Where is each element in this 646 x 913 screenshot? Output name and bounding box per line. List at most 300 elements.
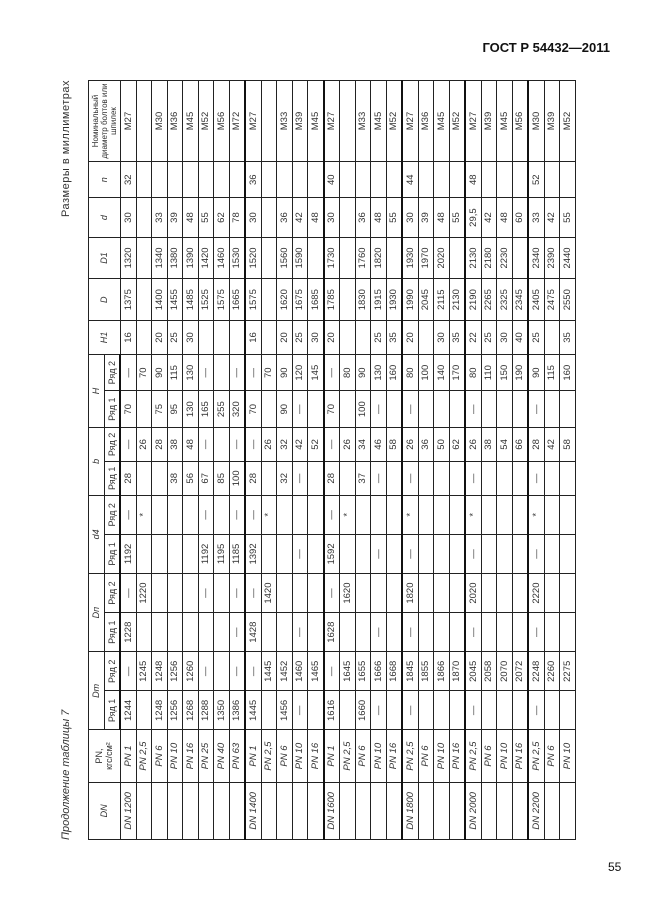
header-row2: Ряд 2 (104, 427, 120, 461)
cell-d41: 1592 (324, 534, 340, 573)
cell-dn: DN 1800 (402, 782, 418, 839)
cell-d: 48 (434, 198, 450, 237)
cell-dp2 (386, 574, 402, 613)
cell-d: 30 (120, 198, 136, 237)
cell-b2 (214, 427, 230, 461)
cell-dp2 (152, 574, 168, 613)
cell-D: 1375 (120, 279, 136, 321)
cell-d41: — (465, 534, 481, 573)
cell-bolt: M72 (229, 81, 245, 162)
cell-dm2: 1668 (386, 652, 402, 691)
cell-n (481, 162, 497, 199)
cell-b2: 38 (167, 427, 183, 461)
document-standard-header: ГОСТ Р 54432—2011 (482, 40, 610, 55)
cell-dm1 (308, 691, 324, 730)
cell-D1: 1820 (371, 237, 387, 279)
cell-D1: 2340 (528, 237, 544, 279)
cell-n (152, 162, 168, 199)
cell-dm1 (560, 691, 576, 730)
cell-b2: 62 (449, 427, 465, 461)
cell-d42: * (528, 495, 544, 534)
cell-dm1 (512, 691, 528, 730)
cell-bolt: M30 (152, 81, 168, 162)
cell-dn (292, 782, 308, 839)
header-pn: PN, кгс/см² (89, 730, 121, 782)
cell-dp1 (183, 613, 199, 652)
cell-d42 (167, 495, 183, 534)
table-row (152, 81, 168, 840)
table-row (528, 81, 544, 840)
cell-dp2: 2020 (465, 574, 481, 613)
cell-b2: 26 (340, 427, 356, 461)
cell-d41 (308, 534, 324, 573)
cell-b2: 50 (434, 427, 450, 461)
table-row (308, 81, 324, 840)
cell-dm1 (434, 691, 450, 730)
cell-pn: PN 16 (183, 730, 199, 782)
cell-D1: 1380 (167, 237, 183, 279)
cell-dp1 (277, 613, 293, 652)
cell-b1: — (292, 461, 308, 495)
cell-pn: PN 2,5 (261, 730, 277, 782)
cell-n (560, 162, 576, 199)
cell-b1 (512, 461, 528, 495)
cell-dm1: — (371, 691, 387, 730)
cell-d42 (308, 495, 324, 534)
table-row (120, 81, 136, 840)
cell-h1: 30 (497, 321, 513, 355)
table-row (465, 81, 481, 840)
cell-d42 (371, 495, 387, 534)
cell-h_1: 90 (277, 391, 293, 428)
cell-dp1 (434, 613, 450, 652)
cell-dp1: — (402, 613, 418, 652)
cell-dm2: 1870 (449, 652, 465, 691)
cell-bolt: M45 (434, 81, 450, 162)
cell-dn (136, 782, 152, 839)
cell-h_2: 90 (528, 354, 544, 391)
cell-h1: 35 (386, 321, 402, 355)
header-h: H (89, 354, 105, 427)
cell-dm1: 1288 (198, 691, 214, 730)
header-bolt: Номинальный диаметр болтов или шпилек (89, 81, 121, 162)
cell-h1: 35 (560, 321, 576, 355)
cell-dm2: 1260 (183, 652, 199, 691)
cell-dm1: 1244 (120, 691, 136, 730)
cell-b2: — (198, 427, 214, 461)
cell-dm2: — (229, 652, 245, 691)
cell-d42: * (261, 495, 277, 534)
cell-pn: PN 10 (434, 730, 450, 782)
cell-h1: 20 (324, 321, 340, 355)
cell-h_2: 70 (136, 354, 152, 391)
cell-bolt: M27 (402, 81, 418, 162)
cell-dm1 (386, 691, 402, 730)
cell-h_1 (481, 391, 497, 428)
cell-D1: 2130 (465, 237, 481, 279)
table-row (136, 81, 152, 840)
cell-h1: 25 (528, 321, 544, 355)
page-number: 55 (608, 860, 622, 874)
cell-D (261, 279, 277, 321)
cell-h_2: 80 (402, 354, 418, 391)
cell-d: 33 (528, 198, 544, 237)
cell-h_2: 150 (497, 354, 513, 391)
cell-dp2: 1820 (402, 574, 418, 613)
cell-dp1 (198, 613, 214, 652)
cell-b2: — (324, 427, 340, 461)
cell-dm2: 1452 (277, 652, 293, 691)
cell-d: 78 (229, 198, 245, 237)
cell-dm1: — (402, 691, 418, 730)
cell-dm2: 1645 (340, 652, 356, 691)
table-row (229, 81, 245, 840)
cell-d: 55 (449, 198, 465, 237)
cell-dp2 (449, 574, 465, 613)
cell-dm2: 1866 (434, 652, 450, 691)
cell-dm2: — (324, 652, 340, 691)
cell-D: 1785 (324, 279, 340, 321)
cell-h_2: 145 (308, 354, 324, 391)
cell-dp2 (371, 574, 387, 613)
cell-b2: 28 (528, 427, 544, 461)
cell-h_2: — (229, 354, 245, 391)
cell-dp1 (340, 613, 356, 652)
cell-h1: 16 (245, 321, 261, 355)
cell-h1 (355, 321, 371, 355)
cell-dm2: 1465 (308, 652, 324, 691)
cell-h_1: 70 (245, 391, 261, 428)
cell-d41 (152, 534, 168, 573)
cell-h_1 (261, 391, 277, 428)
cell-d: 33 (152, 198, 168, 237)
cell-bolt: M33 (355, 81, 371, 162)
cell-n (512, 162, 528, 199)
cell-d: 60 (512, 198, 528, 237)
cell-d: 48 (308, 198, 324, 237)
cell-d41: — (371, 534, 387, 573)
cell-d41 (340, 534, 356, 573)
cell-h1: 25 (371, 321, 387, 355)
cell-b2: 28 (152, 427, 168, 461)
cell-d41 (386, 534, 402, 573)
table-row (386, 81, 402, 840)
cell-D1 (386, 237, 402, 279)
cell-h1: 20 (402, 321, 418, 355)
cell-pn: PN 6 (418, 730, 434, 782)
cell-D1: 1520 (245, 237, 261, 279)
cell-n (497, 162, 513, 199)
cell-h_2: 130 (183, 354, 199, 391)
cell-dp2 (277, 574, 293, 613)
header-D: D (89, 279, 121, 321)
cell-D: 2190 (465, 279, 481, 321)
cell-b2: 32 (277, 427, 293, 461)
cell-d: 30 (324, 198, 340, 237)
cell-D1 (512, 237, 528, 279)
header-row2: Ряд 2 (104, 495, 120, 534)
cell-d41: 1185 (229, 534, 245, 573)
table-row (371, 81, 387, 840)
cell-dm2: 2072 (512, 652, 528, 691)
cell-dp1: — (528, 613, 544, 652)
cell-h_1: 95 (167, 391, 183, 428)
cell-h_2: — (324, 354, 340, 391)
cell-b1: 28 (120, 461, 136, 495)
cell-D: 1930 (386, 279, 402, 321)
cell-d: 55 (560, 198, 576, 237)
rotated-table-wrapper (60, 80, 618, 840)
cell-D1 (136, 237, 152, 279)
cell-d41 (418, 534, 434, 573)
table-row (261, 81, 277, 840)
cell-bolt: M27 (245, 81, 261, 162)
cell-dm2: 1245 (136, 652, 152, 691)
cell-b1 (261, 461, 277, 495)
cell-n (261, 162, 277, 199)
cell-b1: 100 (229, 461, 245, 495)
cell-d42 (386, 495, 402, 534)
cell-bolt: M52 (560, 81, 576, 162)
cell-dp2 (512, 574, 528, 613)
cell-n (434, 162, 450, 199)
cell-bolt: M52 (198, 81, 214, 162)
cell-h_1: — (292, 391, 308, 428)
table-row (183, 81, 199, 840)
cell-d42 (292, 495, 308, 534)
cell-d42 (214, 495, 230, 534)
cell-dn (167, 782, 183, 839)
cell-pn: PN 2,5 (465, 730, 481, 782)
cell-d41: 1392 (245, 534, 261, 573)
cell-h1: 25 (167, 321, 183, 355)
cell-dm1 (418, 691, 434, 730)
header-row1: Ряд 1 (104, 691, 120, 730)
cell-b1 (418, 461, 434, 495)
cell-dn (386, 782, 402, 839)
cell-h1: 40 (512, 321, 528, 355)
cell-pn: PN 2,5 (402, 730, 418, 782)
cell-dn (434, 782, 450, 839)
cell-dm1: 1256 (167, 691, 183, 730)
header-b: b (89, 427, 105, 495)
cell-d41 (544, 534, 560, 573)
cell-dp2: — (198, 574, 214, 613)
cell-dm1 (261, 691, 277, 730)
cell-bolt: M27 (120, 81, 136, 162)
cell-D1: 1320 (120, 237, 136, 279)
cell-n (418, 162, 434, 199)
cell-n (355, 162, 371, 199)
cell-n (449, 162, 465, 199)
cell-pn: PN 25 (198, 730, 214, 782)
cell-bolt: M27 (465, 81, 481, 162)
cell-dn (560, 782, 576, 839)
cell-dp2: — (324, 574, 340, 613)
cell-b2: 52 (308, 427, 324, 461)
cell-d41: — (292, 534, 308, 573)
cell-b1: 37 (355, 461, 371, 495)
cell-D: 1455 (167, 279, 183, 321)
header-row1: Ряд 1 (104, 613, 120, 652)
header-row1: Ряд 1 (104, 461, 120, 495)
cell-h1: 25 (292, 321, 308, 355)
cell-d42: — (198, 495, 214, 534)
cell-h_2: 90 (277, 354, 293, 391)
cell-d41 (449, 534, 465, 573)
header-d4: d4 (89, 495, 105, 573)
cell-dm1: — (528, 691, 544, 730)
cell-b2: 38 (481, 427, 497, 461)
cell-h_1 (497, 391, 513, 428)
cell-dp1 (481, 613, 497, 652)
cell-h_2: 80 (340, 354, 356, 391)
cell-D1: 2020 (434, 237, 450, 279)
cell-d: 39 (418, 198, 434, 237)
cell-dm1: 1456 (277, 691, 293, 730)
cell-d: 42 (544, 198, 560, 237)
cell-pn: PN 10 (371, 730, 387, 782)
cell-D: 2130 (449, 279, 465, 321)
cell-h_1: 70 (120, 391, 136, 428)
cell-bolt (136, 81, 152, 162)
cell-b2: 26 (402, 427, 418, 461)
cell-dm1 (481, 691, 497, 730)
cell-pn: PN 6 (152, 730, 168, 782)
cell-b2: 26 (261, 427, 277, 461)
cell-bolt: M45 (497, 81, 513, 162)
cell-dp1 (418, 613, 434, 652)
cell-h1 (136, 321, 152, 355)
cell-bolt: M27 (324, 81, 340, 162)
cell-dm1: 1660 (355, 691, 371, 730)
cell-dp2: 1420 (261, 574, 277, 613)
cell-b1 (136, 461, 152, 495)
cell-b1: 28 (324, 461, 340, 495)
cell-d42 (152, 495, 168, 534)
cell-h_2 (214, 354, 230, 391)
cell-d42: * (402, 495, 418, 534)
table-row (214, 81, 230, 840)
cell-b2: 34 (355, 427, 371, 461)
cell-h_2: 90 (152, 354, 168, 391)
cell-dm1 (340, 691, 356, 730)
cell-D1: 1420 (198, 237, 214, 279)
cell-b1: 85 (214, 461, 230, 495)
cell-dm2: — (198, 652, 214, 691)
cell-d41 (512, 534, 528, 573)
cell-dm2: 1445 (261, 652, 277, 691)
cell-D: 1485 (183, 279, 199, 321)
cell-n (544, 162, 560, 199)
cell-d42: — (245, 495, 261, 534)
table-row (418, 81, 434, 840)
cell-dm2: 1666 (371, 652, 387, 691)
cell-bolt: M39 (292, 81, 308, 162)
cell-D1: 1760 (355, 237, 371, 279)
cell-n (183, 162, 199, 199)
cell-pn: PN 16 (512, 730, 528, 782)
cell-dp1 (512, 613, 528, 652)
cell-d42 (183, 495, 199, 534)
header-row1: Ряд 1 (104, 534, 120, 573)
cell-d: 62 (214, 198, 230, 237)
table-row (198, 81, 214, 840)
header-row2: Ряд 2 (104, 574, 120, 613)
cell-D: 1620 (277, 279, 293, 321)
cell-d41 (167, 534, 183, 573)
cell-d: 48 (183, 198, 199, 237)
cell-pn: PN 2,5 (136, 730, 152, 782)
cell-pn: PN 2,5 (340, 730, 356, 782)
cell-h_2: 170 (449, 354, 465, 391)
cell-dp1 (152, 613, 168, 652)
cell-d41 (183, 534, 199, 573)
cell-d: 55 (198, 198, 214, 237)
cell-dm2: 2058 (481, 652, 497, 691)
cell-bolt: M52 (386, 81, 402, 162)
cell-dn (214, 782, 230, 839)
units-note: Размеры в миллиметрах (60, 80, 72, 217)
cell-D1 (340, 237, 356, 279)
cell-D: 2550 (560, 279, 576, 321)
cell-pn: PN 16 (449, 730, 465, 782)
header-row2: Ряд 2 (104, 354, 120, 391)
cell-dn (183, 782, 199, 839)
cell-h1: 20 (277, 321, 293, 355)
cell-D1: 1460 (214, 237, 230, 279)
cell-h1: 22 (465, 321, 481, 355)
cell-D: 2475 (544, 279, 560, 321)
cell-b1: 56 (183, 461, 199, 495)
cell-d42: * (136, 495, 152, 534)
cell-h1: 30 (183, 321, 199, 355)
cell-d41 (497, 534, 513, 573)
cell-d41: — (528, 534, 544, 573)
header-dp: Dп (89, 574, 105, 652)
cell-D: 2325 (497, 279, 513, 321)
cell-h_1 (560, 391, 576, 428)
cell-dp1: — (465, 613, 481, 652)
table-row (434, 81, 450, 840)
cell-d: 48 (371, 198, 387, 237)
cell-pn: PN 1 (324, 730, 340, 782)
table-row (402, 81, 418, 840)
cell-h1: 30 (308, 321, 324, 355)
cell-D1: 1560 (277, 237, 293, 279)
cell-dn (308, 782, 324, 839)
header-dn: DN (89, 782, 121, 839)
table-row (544, 81, 560, 840)
cell-h1 (198, 321, 214, 355)
cell-n (277, 162, 293, 199)
cell-dp2: 1220 (136, 574, 152, 613)
cell-d: 36 (355, 198, 371, 237)
table-row (481, 81, 497, 840)
cell-D1: 1730 (324, 237, 340, 279)
cell-dm2: 1855 (418, 652, 434, 691)
cell-b1: 32 (277, 461, 293, 495)
cell-bolt: M39 (481, 81, 497, 162)
cell-b1 (152, 461, 168, 495)
cell-d41: 1195 (214, 534, 230, 573)
cell-b1 (340, 461, 356, 495)
cell-dp1: — (229, 613, 245, 652)
cell-dn (261, 782, 277, 839)
cell-bolt: M56 (214, 81, 230, 162)
cell-dp1 (214, 613, 230, 652)
cell-b1 (308, 461, 324, 495)
